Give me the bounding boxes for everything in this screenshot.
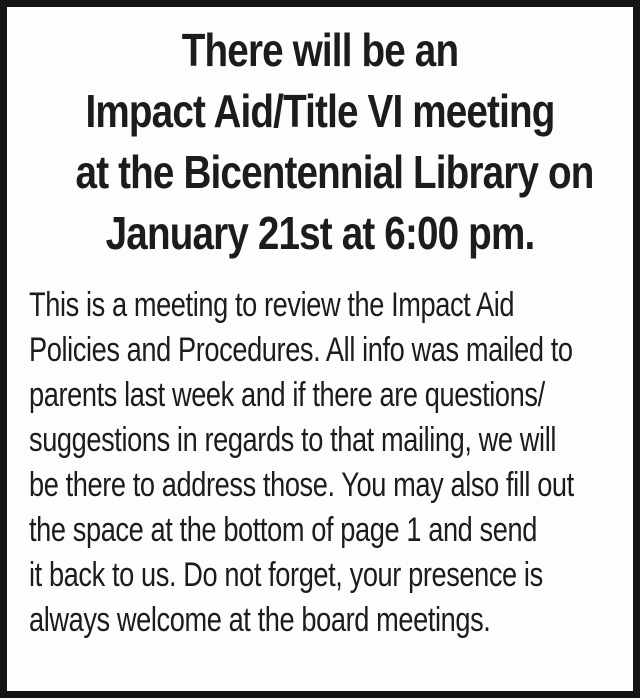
notice-body [29, 283, 611, 643]
body-line: always welcome at the board meetings. [29, 601, 491, 639]
body-line: it back to us. Do not forget, your presence is [29, 556, 543, 594]
body-line: Policies and Procedures. All info was mailed to [29, 331, 573, 369]
body-line: This is a meeting to review the Impact Aid [29, 286, 515, 324]
notice-heading [29, 20, 611, 264]
body-line: suggestions in regards to that mailing, we will [29, 421, 556, 459]
heading-line: at the Bicentennial Library on [75, 146, 594, 198]
body-line: the space at the bottom of page 1 and send [29, 511, 537, 549]
body-line: be there to address those. You may also fill out [29, 466, 574, 504]
heading-line: January 21st at 6:00 pm. [105, 207, 535, 259]
heading-line: There will be an [181, 24, 459, 76]
heading-line: Impact Aid/Title VI meeting [85, 85, 555, 137]
body-line: parents last week and if there are questions/ [29, 376, 545, 414]
